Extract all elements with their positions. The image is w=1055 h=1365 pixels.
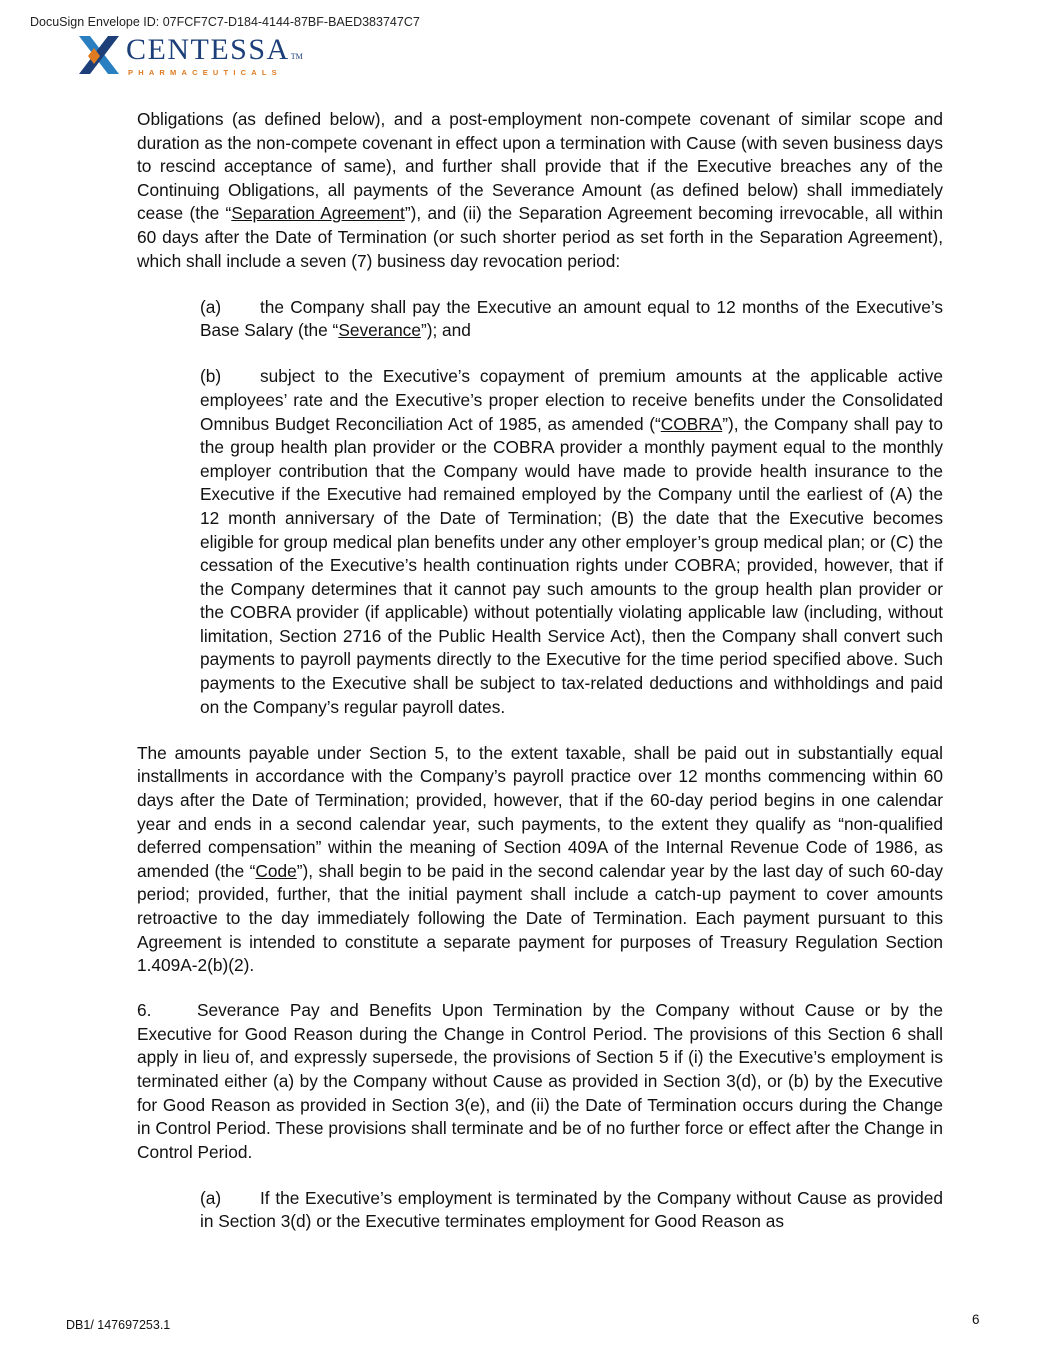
logo-subtitle: PHARMACEUTICALS <box>128 68 282 77</box>
section-6-clause-a: (a) If the Executive’s employment is terminated by the Company without Cause as provided in Section 3(d) or the Executive terminates employment for Good Reason as <box>200 1187 943 1232</box>
defined-term-cobra: COBRA <box>660 413 723 434</box>
defined-term-separation-agreement: Separation Agreement <box>231 203 405 224</box>
company-logo <box>76 34 316 80</box>
paragraph-separation-agreement: Obligations (as defined below), and a post-employment non-compete covenant of similar scope and duration as the non-compete covenant in effect upon a termination with Cause (with seven business days to rescind acceptance of same), and further shall provide that if the Executive breaches any of the Continuing Obligations, all payments of the Severance Amount (as defined below) shall immediately cease (the “Separation Agreement”), and (ii) the Separation Agreement becoming irrevocable, all within 60 days after the Date of Termination (or such shorter period as set forth in the Separation Agreement), which shall include a seven (7) business day revocation period: <box>137 109 944 271</box>
section-6: 6. Severance Pay and Benefits Upon Termination by the Company without Cause or by the Executive for Good Reason during the Change in Control Period. The provisions of this Section 6 shall apply in lieu of, and expressly supersede, the provisions of Section 5 if (i) the Executive’s employment is terminated either (a) by the Company without Cause as provided in Section 3(d), or (b) by the Executive for Good Reason as provided in Section 3(e), and (ii) the Date of Termination occurs during the Change in Control Period. These provisions shall terminate and be of no further force or effect after the Change in Control Period. <box>137 1000 943 1162</box>
clause-b-cobra: (b) subject to the Executive’s copayment of premium amounts at the applicable active employees’ rate and the Executive’s proper election to receive benefits under the Consolidated Omnibus Budget Reconciliation Act of 1985, as amended (“COBRA”), the Company shall pay to the group health plan provider or the COBRA provider a monthly payment equal to the monthly employer contribution that the Company would have made to provide health insurance to the Executive if the Executive had remained employed by the Company until the earliest of (A) the 12 month anniversary of the Date of Termination; (B) the date that the Executive becomes eligible for group medical plan benefits under any other employer’s group medical plan; or (C) the cessation of the Executive’s health continuation rights under COBRA; provided, however, that if the Company determines that it cannot pay such amounts to the group health plan provider or the COBRA provider (if applicable) without potentially violating applicable law (including, without limitation, Section 2716 of the Public Health Service Act), then the Company shall convert such payments to payroll payments directly to the Executive for the time period specified above. Such payments to the Executive shall be subject to tax-related deductions and withholdings and paid on the Company’s regular payroll dates. <box>200 366 943 717</box>
section-6-heading: Severance Pay and Benefits Upon Termination by the Company without Cause or by the Executive for Good Reason during the Change in Control Period. <box>137 1000 943 1044</box>
docusign-envelope-id: DocuSign Envelope ID: 07FCF7C7-D184-4144-87BF-BAED383747C7 <box>30 15 420 29</box>
defined-term-code: Code <box>255 860 297 881</box>
section-6-number: 6. <box>137 1000 152 1021</box>
logo-wordmark: CENTESSATM <box>126 33 303 66</box>
document-body <box>137 108 943 1234</box>
clause-a-severance: (a) the Company shall pay the Executive an amount equal to 12 months of the Executive’s Base Salary (the “Severance”); and <box>200 296 943 341</box>
paragraph-payment-schedule: The amounts payable under Section 5, to the extent taxable, shall be paid out in substantially equal installments in accordance with the Company’s payroll practice over 12 months commencing within 60 days after the Date of Termination; provided, however, that if the 60-day period begins in one calendar year and ends in a second calendar year, such payments, to the extent they qualify as “non-qualified deferred compensation” within the meaning of Section 409A of the Internal Revenue Code of 1986, as amended (the “Code”), shall begin to be paid in the second calendar year by the last day of such 60-day period; provided, further, that the initial payment shall include a catch-up payment to cover amounts retroactive to the day immediately following the Date of Termination. Each payment pursuant to this Agreement is intended to constitute a separate payment for purposes of Treasury Regulation Section 1.409A-2(b)(2). <box>137 742 943 976</box>
footer-document-id: DB1/ 147697253.1 <box>66 1318 171 1332</box>
logo-x-mark-icon <box>76 34 122 78</box>
defined-term-severance: Severance <box>338 320 421 341</box>
page-number: 6 <box>972 1312 980 1327</box>
